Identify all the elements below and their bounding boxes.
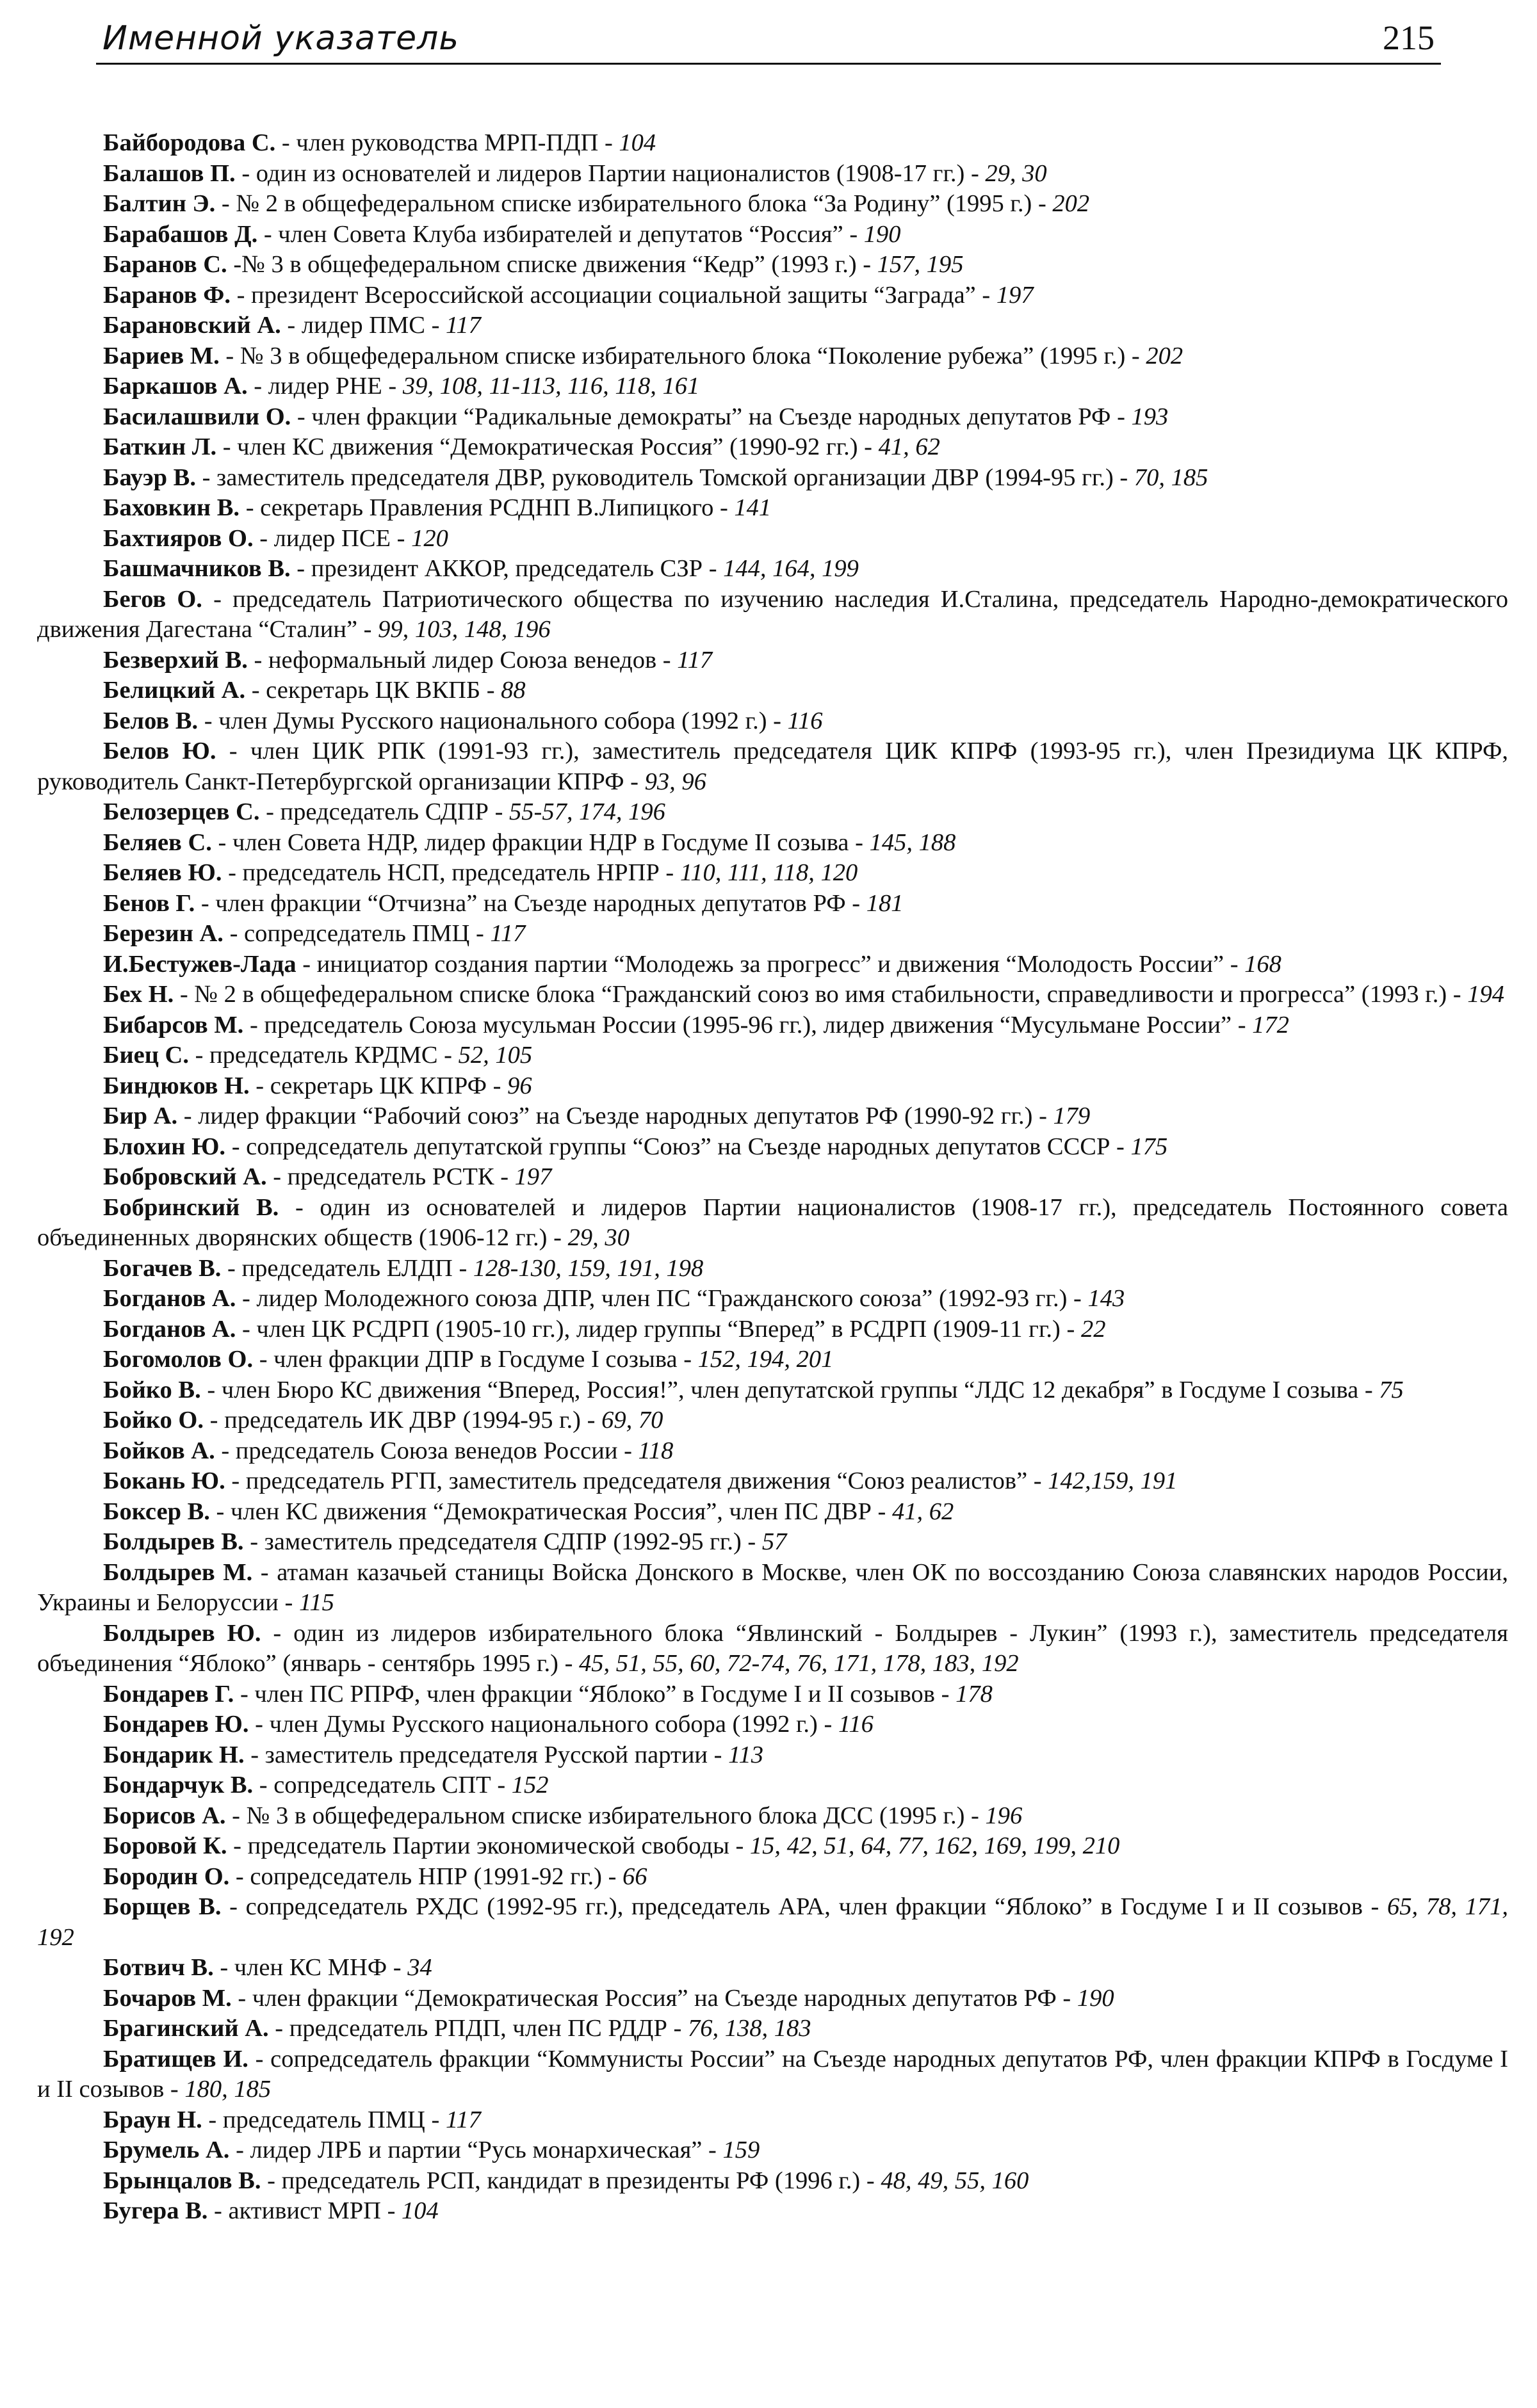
entry-name: Белозерцев С. [103,798,260,825]
index-entry [37,493,1508,524]
entry-description: - член Совета НДР, лидер фракции НДР в Госдуме II созыва - [211,828,870,856]
entry-name: Бахтияров О. [103,524,254,552]
entry-description: - член Думы Русского национального собора (1992 г.) - [198,707,788,734]
entry-page-refs: 104 [402,2197,439,2224]
entry-description: - лидер ЛРБ и партии “Русь монархическая” - [229,2137,723,2163]
index-entry [37,1284,1508,1314]
entry-page-refs: 194 [1467,981,1504,1008]
entry-page-refs: 157, 195 [877,251,964,278]
index-entry [37,1801,1508,1832]
index-entry [37,2044,1508,2105]
entry-description: - сопредседатель РХДС (1992-95 гг.), председатель АРА, член фракции “Яблоко” в Госдуме I и II созывов - [221,1893,1388,1920]
entry-description: - лидер РНЕ - [247,373,403,400]
entry-page-refs: 41, 62 [891,1498,954,1525]
entry-page-refs: 202 [1052,190,1090,217]
index-entry [37,524,1508,554]
index-entry [37,706,1508,737]
entry-page-refs: 52, 105 [458,1042,533,1069]
entry-name: Балтин Э. [103,190,216,217]
entry-description: - сопредседатель СПТ - [253,1772,512,1798]
entry-name: Бондарев Г. [103,1680,234,1708]
index-entry [37,311,1508,341]
entry-page-refs: 116 [838,1711,874,1738]
index-entry [37,1193,1508,1254]
index-entry [37,1345,1508,1375]
entry-page-refs: 110, 111, 118, 120 [679,859,858,886]
entry-name: Березин А. [103,920,224,947]
entry-description: - лидер Молодежного союза ДПР, член ПС “Гражданского союза” (1992-93 гг.) - [236,1285,1088,1312]
entry-page-refs: 178 [956,1680,993,1708]
index-entry [37,554,1508,585]
entry-page-refs: 69, 70 [601,1407,663,1434]
entry-page-refs: 66 [622,1863,647,1890]
entry-description: - член ЦК РСДРП (1905-10 гг.), лидер группы “Вперед” в РСДРП (1909-11 гг.) - [236,1315,1081,1343]
entry-description: - лидер ПСЕ - [253,524,412,552]
index-entry [37,2166,1508,2197]
entry-name: Байбородова С. [103,129,276,156]
index-entry [37,645,1508,676]
entry-page-refs: 145, 188 [869,828,956,856]
entry-description: - заместитель председателя ДВР, руководитель Томской организации ДВР (1994-95 гг.) - [195,464,1134,491]
entry-description: - секретарь ЦК КПРФ - [249,1072,508,1099]
index-entry [37,1831,1508,1862]
index-entry [37,1010,1508,1041]
entry-page-refs: 202 [1146,342,1183,369]
index-entry [37,128,1508,159]
entry-description: - член Бюро КС движения “Вперед, Россия!”, член депутатской группы “ЛДС 12 декабря” в Госдуме I созыва - [200,1376,1379,1403]
index-entry [37,1071,1508,1102]
entry-page-refs: 168 [1244,950,1281,978]
entry-name: Белов В. [103,707,199,734]
entry-name: Ботвич В. [103,1954,214,1981]
entry-name: Братищев И. [103,2045,248,2073]
entry-page-refs: 141 [734,494,772,521]
entry-name: Брынцалов В. [103,2167,261,2194]
entry-page-refs: 96 [507,1072,532,1099]
entry-description: - член Совета Клуба избирателей и депутатов “Россия” - [257,220,864,248]
entry-page-refs: 29, 30 [567,1224,630,1251]
entry-description: - один из основателей и лидеров Партии националистов (1908-17 гг.) - [235,159,986,187]
index-entry [37,341,1508,372]
entry-name: Баркашов А. [103,373,248,400]
entry-name: Боксер В. [103,1498,210,1525]
entry-description: - член руководства МРП-ПДП - [275,129,619,156]
entry-name: Белицкий А. [103,677,246,704]
index-entry [37,189,1508,220]
entry-description: - № 2 в общефедеральном списке избирательного блока “За Родину” (1995 г.) - [215,190,1053,217]
index-entry [37,1466,1508,1497]
entry-name: Бойко О. [103,1407,204,1434]
entry-page-refs: 197 [996,281,1034,309]
entry-description: - атаман казачьей станицы Войска Донского в Москве, член ОК по воссозданию Союза славянских народов России, Украины и Белоруссии - [37,1558,1509,1616]
index-entry [37,828,1508,859]
index-entry [37,1740,1508,1771]
entry-description: - лидер ПМС - [281,312,446,339]
entry-page-refs: 117 [445,2106,481,2133]
entry-name: Богданов А. [103,1315,236,1343]
entry-description: - сопредседатель фракции “Коммунисты России” на Съезде народных депутатов РФ, член фракции КПРФ в Госдуме I и II созывов - [37,2045,1509,2103]
entry-page-refs: 190 [1077,1984,1114,2012]
entry-page-refs: 116 [787,707,823,734]
index-entry [37,1254,1508,1284]
running-header [96,18,1441,65]
index-entry [37,585,1508,645]
entry-name: Басилашвили О. [103,403,291,430]
index-entry [37,463,1508,494]
entry-name: Блохин Ю. [103,1133,226,1160]
entry-description: - № 3 в общефедеральном списке избирательного блока ДСС (1995 г.) - [225,1802,986,1829]
entry-page-refs: 180, 185 [184,2076,272,2103]
index-entry [37,1040,1508,1071]
entry-page-refs: 93, 96 [644,768,706,795]
entry-page-refs: 181 [866,889,904,917]
entry-page-refs: 179 [1053,1103,1091,1129]
page-number: 215 [1383,19,1435,57]
entry-description: - активист МРП - [207,2197,402,2224]
entry-description: - председатель Союза венедов России - [215,1437,638,1464]
entry-name: Бойко В. [103,1376,201,1403]
index-entry [37,1314,1508,1345]
index-entry [37,675,1508,706]
entry-name: Барабашов Д. [103,220,258,248]
index-entry [37,371,1508,402]
entry-name: Бойков А. [103,1437,215,1464]
entry-description: - президент АККОР, председатель СЗР - [290,555,724,582]
entry-description: - председатель Союза мусульман России (1995-96 гг.), лидер движения “Мусульмане России” - [243,1011,1253,1038]
entry-name: Бегов О. [103,585,202,613]
entry-description: - член КС МНФ - [213,1954,408,1981]
entry-page-refs: 118 [638,1437,674,1464]
index-entry [37,949,1508,980]
entry-page-refs: 142,159, 191 [1048,1467,1178,1494]
entry-page-refs: 128-130, 159, 191, 198 [473,1254,704,1282]
entry-description: - председатель Патриотического общества по изучению наследия И.Сталина, председатель Народно-демократического движения Дагестана “Сталин” - [37,585,1508,643]
entry-name: Бибарсов М. [103,1011,244,1038]
entry-name: Бородин О. [103,1863,230,1890]
entry-name: Бондарик Н. [103,1741,245,1768]
entry-description: - заместитель председателя Русской партии - [244,1741,729,1768]
index-entry [37,2135,1508,2166]
entry-page-refs: 197 [514,1163,552,1190]
index-entry [37,250,1508,280]
entry-name: Бех Н. [103,981,174,1008]
entry-name: Беляев Ю. [103,859,222,886]
entry-page-refs: 55-57, 174, 196 [509,798,665,825]
index-entry [37,2196,1508,2227]
entry-page-refs: 152 [511,1772,549,1798]
entry-name: Богачев В. [103,1254,222,1282]
entry-description: - № 3 в общефедеральном списке избирательного блока “Поколение рубежа” (1995 г.) - [219,342,1146,369]
entry-name: Бугера В. [103,2197,208,2224]
entry-description: - сопредседатель ПМЦ - [223,920,491,947]
entry-description: - председатель РСП, кандидат в президенты РФ (1996 г.) - [261,2167,881,2194]
entry-name: Белов Ю. [103,738,216,764]
entry-name: Бокань Ю. [103,1467,225,1494]
entry-description: - член КС движения “Демократическая Россия” (1990-92 гг.) - [216,433,879,460]
entry-description: - один из лидеров избирательного блока “Явлинский - Болдырев - Лукин” (1993 г.), заместитель председателя объединения “Яблоко” (январь - сентябрь 1995 г.) - [37,1619,1508,1677]
index-entry [37,432,1508,463]
index-entry [37,159,1508,190]
index-entry [37,1436,1508,1467]
index-entry [37,1953,1508,1984]
entry-description: - председатель РГП, заместитель председателя движения “Союз реалистов” - [225,1467,1048,1494]
entry-name: Бир А. [103,1103,178,1129]
index-entry [37,1375,1508,1406]
entry-page-refs: 57 [761,1528,787,1555]
index-entry [37,1709,1508,1740]
entry-description: - председатель РСТК - [266,1163,515,1190]
index-entry [37,1101,1508,1132]
entry-page-refs: 29, 30 [985,159,1047,187]
entry-description: - лидер фракции “Рабочий союз” на Съезде народных депутатов РФ (1990-92 гг.) - [177,1103,1053,1129]
index-entry [37,1527,1508,1558]
entry-description: - председатель ИК ДВР (1994-95 г.) - [204,1407,602,1434]
entry-name: Баткин Л. [103,433,217,460]
entry-name: Бенов Г. [103,889,195,917]
index-entry [37,220,1508,250]
entry-name: Болдырев М. [103,1558,253,1586]
entry-name: Биндюков Н. [103,1072,250,1099]
entry-description: - член ПС РПРФ, член фракции “Яблоко” в Госдуме I и II созывов - [234,1680,956,1708]
entry-description: - сопредседатель депутатской группы “Союз” на Съезде народных депутатов СССР - [225,1133,1131,1160]
index-entry [37,797,1508,828]
index-entry [37,919,1508,949]
index-entry [37,1984,1508,2014]
name-index [37,128,1508,2227]
entry-name: Безверхий В. [103,646,248,674]
entry-description: - инициатор создания партии “Молодежь за прогресс” и движения “Молодость России” - [296,950,1245,978]
entry-page-refs: 117 [677,646,713,674]
entry-description: - член фракции “Отчизна” на Съезде народных депутатов РФ - [195,889,866,917]
entry-page-refs: 15, 42, 51, 64, 77, 162, 169, 199, 210 [749,1832,1120,1859]
entry-name: Болдырев Ю. [103,1619,261,1647]
index-entry [37,280,1508,311]
index-entry [37,1405,1508,1436]
entry-page-refs: 117 [446,312,481,339]
entry-page-refs: 175 [1130,1133,1168,1160]
entry-page-refs: 99, 103, 148, 196 [378,616,551,643]
entry-page-refs: 76, 138, 183 [687,2015,811,2042]
entry-name: Бариев М. [103,342,220,369]
index-entry [37,2014,1508,2044]
index-entry [37,736,1508,797]
entry-name: Баранов С. [103,251,227,278]
entry-page-refs: 113 [728,1741,764,1768]
entry-page-refs: 193 [1131,403,1169,430]
entry-description: - сопредседатель НПР (1991-92 гг.) - [229,1863,623,1890]
entry-description: - неформальный лидер Союза венедов - [247,646,678,674]
entry-page-refs: 117 [490,920,526,947]
entry-page-refs: 75 [1379,1376,1404,1403]
index-entry [37,1558,1508,1619]
index-entry [37,889,1508,919]
entry-description: - секретарь ЦК ВКПБ - [245,677,501,704]
entry-description: - председатель КРДМС - [188,1042,459,1069]
entry-name: Болдырев В. [103,1528,244,1555]
index-entry [37,1862,1508,1893]
index-entry [37,980,1508,1010]
entry-name: Баховкин В. [103,494,240,521]
entry-description: - председатель РПДП, член ПС РДДР - [268,2015,688,2042]
entry-description: - заместитель председателя СДПР (1992-95 гг.) - [243,1528,762,1555]
index-entry [37,858,1508,889]
entry-page-refs: 34 [407,1954,432,1981]
index-entry [37,1132,1508,1163]
entry-name: Бобровский А. [103,1163,267,1190]
entry-name: И.Бестужев-Лада [103,950,297,978]
entry-page-refs: 152, 194, 201 [697,1346,834,1373]
entry-description: - член ЦИК РПК (1991-93 гг.), заместитель председателя ЦИК КПРФ (1993-95 гг.), член Президиума ЦК КПРФ, руководитель Санкт-Петербургской организации КПРФ - [37,738,1508,795]
entry-name: Бондарев Ю. [103,1711,249,1738]
entry-name: Брумель А. [103,2137,230,2163]
entry-page-refs: 41, 62 [878,433,940,460]
index-entry [37,1679,1508,1710]
entry-description: - член фракции ДПР в Госдуме I созыва - [253,1346,698,1373]
entry-description: - президент Всероссийской ассоциации социальной защиты “Заграда” - [230,281,996,309]
entry-name: Баранов Ф. [103,281,231,309]
entry-page-refs: 143 [1087,1285,1125,1312]
entry-page-refs: 196 [985,1802,1023,1829]
entry-page-refs: 172 [1252,1011,1289,1038]
entry-name: Беляев С. [103,828,212,856]
entry-page-refs: 70, 185 [1134,464,1208,491]
entry-name: Биец С. [103,1042,189,1069]
index-entry [37,2105,1508,2136]
entry-name: Браун Н. [103,2106,202,2133]
entry-name: Бауэр В. [103,464,196,491]
entry-page-refs: 45, 51, 55, 60, 72-74, 76, 171, 178, 183, 192 [579,1650,1019,1677]
entry-description: -№ 3 в общефедеральном списке движения “Кедр” (1993 г.) - [227,251,877,278]
entry-description: - член Думы Русского национального собора (1992 г.) - [248,1711,838,1738]
entry-page-refs: 48, 49, 55, 160 [881,2167,1029,2194]
entry-description: - секретарь Правления РСДНП В.Липицкого - [240,494,735,521]
entry-page-refs: 120 [411,524,448,552]
index-entry [37,1497,1508,1528]
entry-page-refs: 88 [501,677,526,704]
entry-name: Бондарчук В. [103,1772,254,1798]
header-title: Именной указатель [102,19,459,58]
entry-description: - член фракции “Демократическая Россия” на Съезде народных депутатов РФ - [231,1984,1077,2012]
entry-description: - член фракции “Радикальные демократы” на Съезде народных депутатов РФ - [291,403,1132,430]
index-entry [37,1770,1508,1801]
entry-page-refs: 115 [298,1589,334,1616]
entry-description: - председатель ЕЛДП - [221,1254,473,1282]
entry-description: - председатель Партии экономической свободы - [227,1832,750,1859]
entry-name: Борщев В. [103,1893,222,1920]
entry-page-refs: 22 [1080,1315,1106,1343]
entry-name: Барановский А. [103,312,281,339]
entry-page-refs: 65, 78, 171, 192 [37,1893,1508,1951]
entry-page-refs: 39, 108, 11-113, 116, 118, 161 [402,373,700,400]
index-entry [37,1162,1508,1193]
entry-page-refs: 190 [863,220,901,248]
entry-description: - № 2 в общефедеральном списке блока “Гражданский союз во имя стабильности, справедливости и прогресса” (1993 г.) - [174,981,1468,1008]
index-entry [37,1892,1508,1953]
entry-name: Боровой К. [103,1832,227,1859]
entry-description: - член КС движения “Демократическая Россия”, член ПС ДВР - [209,1498,892,1525]
entry-description: - председатель СДПР - [259,798,510,825]
entry-page-refs: 104 [619,129,656,156]
entry-name: Бобринский В. [103,1193,279,1221]
entry-name: Богомолов О. [103,1346,254,1373]
entry-description: - один из основателей и лидеров Партии националистов (1908-17 гг.), председатель Постоянного совета объединенных дворянских обществ (1906-12 гг.) - [37,1193,1508,1251]
index-entry [37,402,1508,433]
entry-name: Борисов А. [103,1802,226,1829]
entry-name: Брагинский А. [103,2015,269,2042]
index-entry [37,1619,1508,1679]
entry-name: Бочаров М. [103,1984,232,2012]
entry-name: Башмачников В. [103,555,291,582]
entry-page-refs: 144, 164, 199 [723,555,859,582]
entry-name: Балашов П. [103,159,236,187]
entry-name: Богданов А. [103,1285,236,1312]
entry-description: - председатель НСП, председатель НРПР - [222,859,680,886]
entry-description: - председатель ПМЦ - [202,2106,446,2133]
entry-page-refs: 159 [722,2137,760,2163]
